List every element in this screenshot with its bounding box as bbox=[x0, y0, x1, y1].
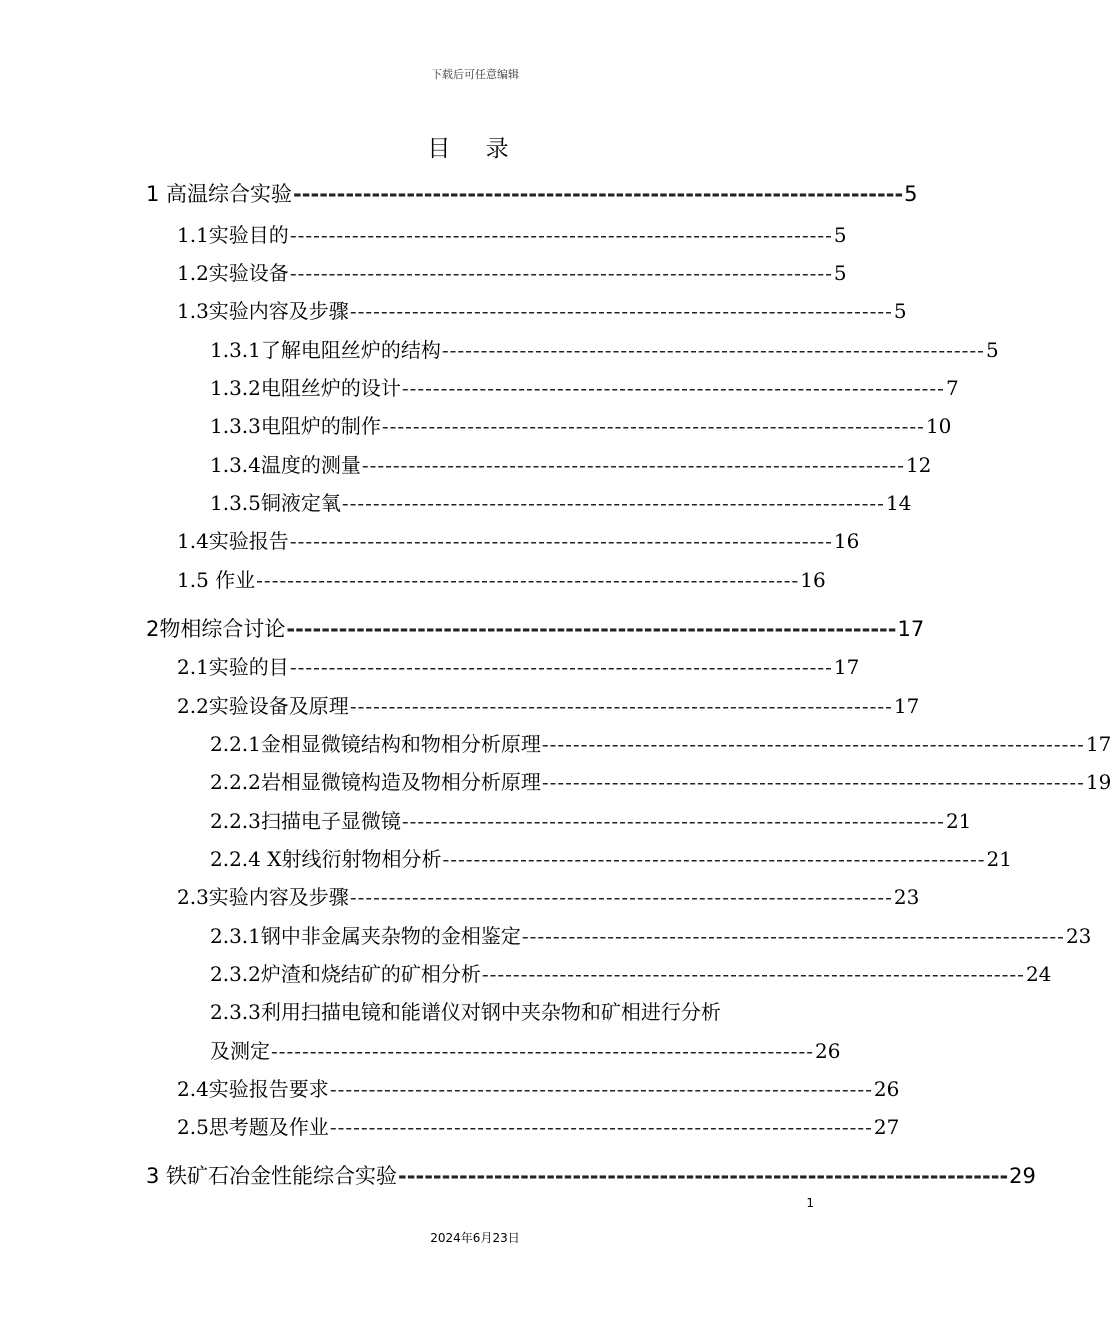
toc-entry[interactable] bbox=[210, 487, 912, 516]
toc-entry-page: 23 bbox=[893, 885, 920, 909]
toc-entry[interactable] bbox=[177, 1073, 900, 1102]
toc-entry-page: 26 bbox=[815, 1039, 841, 1063]
header-note: 下载后可任意编辑 bbox=[431, 68, 519, 81]
toc-leader: ---------------------------------------------------------------------- bbox=[293, 182, 904, 206]
toc-entry-label: 1.3.5铜液定氧 bbox=[210, 491, 341, 515]
toc-entry[interactable] bbox=[146, 178, 918, 208]
toc-entry-label-wrapped[interactable]: 2.3.3利用扫描电镜和能谱仪对钢中夹杂物和矿相进行分析 bbox=[210, 1000, 721, 1024]
toc-entry[interactable] bbox=[210, 920, 1092, 949]
page-number: 1 bbox=[806, 1196, 814, 1210]
toc-entry-page: 17 bbox=[833, 655, 860, 679]
toc-entry[interactable] bbox=[210, 843, 1012, 872]
toc-entry-page: 23 bbox=[1065, 924, 1092, 948]
toc-entry-label: 2.2实验设备及原理 bbox=[177, 694, 349, 718]
toc-entry-page: 5 bbox=[833, 261, 847, 285]
toc-entry[interactable] bbox=[177, 690, 920, 719]
toc-entry-label: 2.1实验的目 bbox=[177, 655, 289, 679]
toc-entry-page: 29 bbox=[1009, 1164, 1036, 1188]
toc-entry-label: 2.3.1钢中非金属夹杂物的金相鉴定 bbox=[210, 924, 521, 948]
toc-entry[interactable] bbox=[177, 564, 826, 593]
toc-entry-label: 1.3实验内容及步骤 bbox=[177, 299, 349, 323]
toc-entry-page: 5 bbox=[893, 299, 907, 323]
toc-leader: ---------------------------------------------------------------------- bbox=[329, 1115, 873, 1139]
toc-entry-label: 1.4实验报告 bbox=[177, 529, 289, 553]
toc-entry[interactable] bbox=[210, 728, 1111, 757]
toc-entry-page: 24 bbox=[1025, 962, 1052, 986]
toc-leader: ---------------------------------------------------------------------- bbox=[256, 568, 800, 592]
toc-leader: ---------------------------------------------------------------------- bbox=[541, 732, 1085, 756]
toc-entry-label: 2.3.2炉渣和烧结矿的矿相分析 bbox=[210, 962, 481, 986]
toc-leader: ---------------------------------------------------------------------- bbox=[442, 847, 986, 871]
toc-entry-label: 3 铁矿石冶金性能综合实验 bbox=[146, 1164, 398, 1188]
toc-entry[interactable] bbox=[177, 525, 860, 554]
toc-entry[interactable] bbox=[177, 257, 847, 286]
toc-entry[interactable] bbox=[210, 805, 972, 834]
toc-leader: ---------------------------------------------------------------------- bbox=[289, 655, 833, 679]
toc-entry-page: 5 bbox=[833, 223, 847, 247]
toc-leader: ---------------------------------------------------------------------- bbox=[361, 453, 905, 477]
footer-date: 2024年6月23日 bbox=[430, 1231, 520, 1245]
toc-entry[interactable] bbox=[177, 651, 860, 680]
toc-entry-label: 1.3.1了解电阻丝炉的结构 bbox=[210, 338, 441, 362]
toc-entry-label: 2.2.4 X射线衍射物相分析 bbox=[210, 847, 442, 871]
toc-entry[interactable] bbox=[210, 449, 932, 478]
toc-leader: ---------------------------------------------------------------------- bbox=[541, 770, 1085, 794]
toc-entry-page: 17 bbox=[893, 694, 920, 718]
toc-entry[interactable] bbox=[210, 1035, 841, 1064]
toc-entry[interactable] bbox=[177, 295, 907, 324]
toc-leader: ---------------------------------------------------------------------- bbox=[286, 617, 897, 641]
toc-leader: ---------------------------------------------------------------------- bbox=[329, 1077, 873, 1101]
toc-entry[interactable] bbox=[146, 1160, 1036, 1190]
toc-entry-label: 2.2.1金相显微镜结构和物相分析原理 bbox=[210, 732, 541, 756]
toc-leader: ---------------------------------------------------------------------- bbox=[289, 529, 833, 553]
toc-entry-page: 14 bbox=[885, 491, 912, 515]
toc-entry[interactable] bbox=[177, 881, 920, 910]
toc-entry[interactable] bbox=[210, 410, 952, 439]
toc-leader: ---------------------------------------------------------------------- bbox=[349, 299, 893, 323]
toc-leader: ---------------------------------------------------------------------- bbox=[481, 962, 1025, 986]
toc-entry-label: 及测定 bbox=[210, 1039, 270, 1063]
toc-entry-label: 2.2.2岩相显微镜构造及物相分析原理 bbox=[210, 770, 541, 794]
toc-leader: ---------------------------------------------------------------------- bbox=[289, 223, 833, 247]
toc-entry-label: 1.1实验目的 bbox=[177, 223, 289, 247]
toc-entry-page: 21 bbox=[945, 809, 972, 833]
toc-entry-label: 2.2.3扫描电子显微镜 bbox=[210, 809, 401, 833]
toc-entry[interactable] bbox=[210, 372, 959, 401]
toc-entry-label: 1.2实验设备 bbox=[177, 261, 289, 285]
toc-leader: ---------------------------------------------------------------------- bbox=[521, 924, 1065, 948]
toc-entry[interactable] bbox=[210, 766, 1111, 795]
toc-leader: ---------------------------------------------------------------------- bbox=[381, 414, 925, 438]
toc-entry-page: 19 bbox=[1085, 770, 1111, 794]
toc-entry-label: 1.3.4温度的测量 bbox=[210, 453, 361, 477]
toc-entry-label: 2物相综合讨论 bbox=[146, 617, 286, 641]
toc-entry[interactable] bbox=[177, 219, 847, 248]
toc-entry[interactable] bbox=[210, 334, 999, 363]
toc-title: 目 录 bbox=[427, 136, 523, 162]
toc-leader: ---------------------------------------------------------------------- bbox=[271, 1039, 815, 1063]
toc-entry-page: 7 bbox=[945, 376, 959, 400]
toc-entry-page: 10 bbox=[925, 414, 952, 438]
toc-entry-page: 12 bbox=[905, 453, 932, 477]
toc-entry-page: 16 bbox=[800, 568, 826, 592]
toc-entry-page: 17 bbox=[897, 617, 925, 641]
toc-entry-page: 16 bbox=[833, 529, 860, 553]
toc-entry-label: 1.5 作业 bbox=[177, 568, 256, 592]
toc-entry-label: 1 高温综合实验 bbox=[146, 182, 293, 206]
toc-leader: ---------------------------------------------------------------------- bbox=[349, 885, 893, 909]
toc-entry-label: 1.3.3电阻炉的制作 bbox=[210, 414, 381, 438]
toc-entry-page: 21 bbox=[986, 847, 1012, 871]
toc-entry-page: 17 bbox=[1085, 732, 1111, 756]
toc-entry-page: 5 bbox=[985, 338, 999, 362]
toc-leader: ---------------------------------------------------------------------- bbox=[441, 338, 985, 362]
toc-entry[interactable] bbox=[210, 958, 1052, 987]
toc-entry-page: 26 bbox=[873, 1077, 900, 1101]
toc-leader: ---------------------------------------------------------------------- bbox=[341, 491, 885, 515]
toc-leader: ---------------------------------------------------------------------- bbox=[349, 694, 893, 718]
toc-entry-label: 2.3实验内容及步骤 bbox=[177, 885, 349, 909]
toc-leader: ---------------------------------------------------------------------- bbox=[398, 1164, 1009, 1188]
toc-entry-label: 1.3.2电阻丝炉的设计 bbox=[210, 376, 401, 400]
toc-entry-label: 2.4实验报告要求 bbox=[177, 1077, 329, 1101]
toc-entry-label: 2.5思考题及作业 bbox=[177, 1115, 329, 1139]
toc-leader: ---------------------------------------------------------------------- bbox=[401, 809, 945, 833]
toc-entry-page: 27 bbox=[873, 1115, 900, 1139]
toc-leader: ---------------------------------------------------------------------- bbox=[289, 261, 833, 285]
toc-entry-page: 5 bbox=[904, 182, 918, 206]
toc-leader: ---------------------------------------------------------------------- bbox=[401, 376, 945, 400]
toc-entry[interactable] bbox=[177, 1111, 900, 1140]
toc-entry[interactable] bbox=[146, 613, 925, 643]
